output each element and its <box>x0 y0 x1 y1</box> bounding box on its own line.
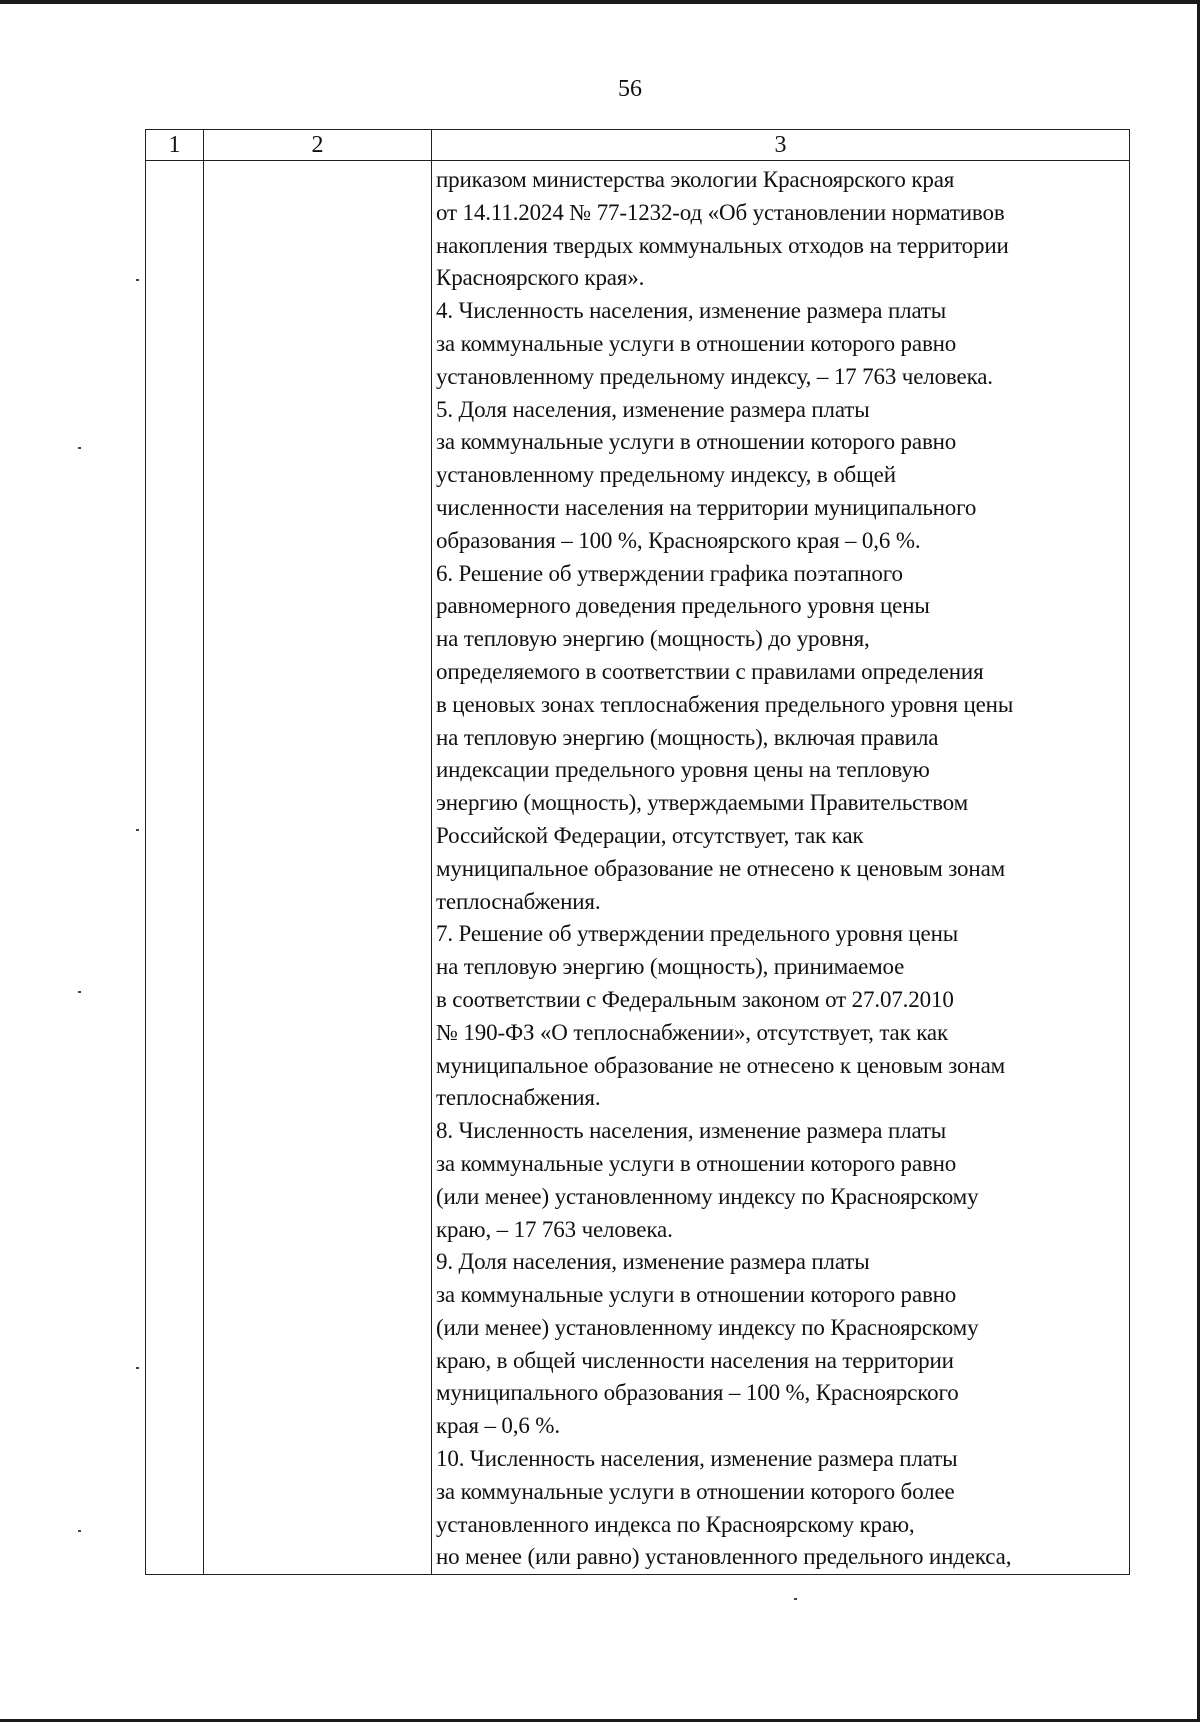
text-line: муниципального образования – 100 %, Красноярского <box>436 1380 959 1406</box>
document-table <box>145 129 1130 1575</box>
text-line: (или менее) установленному индексу по Красноярскому <box>436 1183 979 1209</box>
text-line: 5. Доля населения, изменение размера платы <box>436 396 870 422</box>
cell-column-3 <box>432 161 1130 1575</box>
text-line: накопления твердых коммунальных отходов на территории <box>436 232 1009 258</box>
column-3-text <box>432 161 1129 1574</box>
text-line: 7. Решение об утверждении предельного уровня цены <box>436 921 959 947</box>
text-line: теплоснабжения. <box>436 1085 601 1111</box>
text-line: установленному предельному индексу, в общей <box>436 462 896 488</box>
margin-speck <box>78 1530 81 1532</box>
page-number: 56 <box>618 76 642 102</box>
text-line: за коммунальные услуги в отношении которого равно <box>436 429 957 455</box>
column-header-2: 2 <box>204 130 432 161</box>
text-line: № 190-ФЗ «О теплоснабжении», отсутствует, так как <box>436 1019 949 1045</box>
text-line: образования – 100 %, Красноярского края – 0,6 %. <box>436 527 921 553</box>
margin-speck <box>136 1367 139 1369</box>
text-line: установленному предельному индексу, – 17 763 человека. <box>436 363 993 389</box>
text-line: муниципальное образование не отнесено к ценовым зонам <box>436 1052 1006 1078</box>
text-line: от 14.11.2024 № 77-1232-од «Об установлении нормативов <box>436 199 1005 225</box>
text-line: края – 0,6 %. <box>436 1413 560 1439</box>
text-line: за коммунальные услуги в отношении которого более <box>436 1478 955 1504</box>
margin-speck <box>136 279 139 281</box>
text-line: 6. Решение об утверждении графика поэтапного <box>436 560 903 586</box>
text-line: энергию (мощность), утверждаемыми Правительством <box>436 790 968 816</box>
text-line: за коммунальные услуги в отношении которого равно <box>436 1150 957 1176</box>
text-line: 4. Численность населения, изменение размера платы <box>436 298 947 324</box>
text-line: индексации предельного уровня цены на тепловую <box>436 757 930 783</box>
text-line: 10. Численность населения, изменение размера платы <box>436 1446 958 1472</box>
cell-column-2 <box>204 161 432 1575</box>
text-line: равномерного доведения предельного уровня цены <box>436 593 930 619</box>
text-line: установленного индекса по Красноярскому краю, <box>436 1511 915 1537</box>
text-line: Красноярского края». <box>436 265 645 291</box>
margin-speck <box>78 447 81 449</box>
table-header-row <box>146 130 1130 161</box>
text-line: 9. Доля населения, изменение размера платы <box>436 1249 870 1275</box>
text-line: за коммунальные услуги в отношении которого равно <box>436 1282 957 1308</box>
margin-speck <box>78 991 81 993</box>
text-line: в ценовых зонах теплоснабжения предельного уровня цены <box>436 691 1014 717</box>
column-header-3: 3 <box>432 130 1130 161</box>
text-line: но менее (или равно) установленного предельного индекса, <box>436 1544 1012 1570</box>
text-line: теплоснабжения. <box>436 888 601 914</box>
margin-speck <box>136 829 139 831</box>
column-header-1: 1 <box>146 130 204 161</box>
text-line: определяемого в соответствии с правилами определения <box>436 658 984 684</box>
cell-column-1 <box>146 161 204 1575</box>
scan-edge-top <box>0 0 1200 4</box>
text-line: Российской Федерации, отсутствует, так как <box>436 822 864 848</box>
text-line: численности населения на территории муниципального <box>436 494 977 520</box>
text-line: (или менее) установленному индексу по Красноярскому <box>436 1314 979 1340</box>
text-line: краю, – 17 763 человека. <box>436 1216 673 1242</box>
text-line: муниципальное образование не отнесено к ценовым зонам <box>436 855 1006 881</box>
text-line: приказом министерства экологии Красноярского края <box>436 167 955 192</box>
text-line: на тепловую энергию (мощность), включая правила <box>436 724 939 750</box>
margin-speck <box>794 1598 797 1600</box>
text-line: краю, в общей численности населения на территории <box>436 1347 954 1373</box>
text-line: 8. Численность населения, изменение размера платы <box>436 1118 947 1144</box>
table-row <box>146 161 1130 1575</box>
text-line: за коммунальные услуги в отношении которого равно <box>436 330 957 356</box>
text-line: в соответствии с Федеральным законом от 27.07.2010 <box>436 986 954 1012</box>
text-line: на тепловую энергию (мощность) до уровня, <box>436 626 870 652</box>
text-line: на тепловую энергию (мощность), принимаемое <box>436 954 905 980</box>
